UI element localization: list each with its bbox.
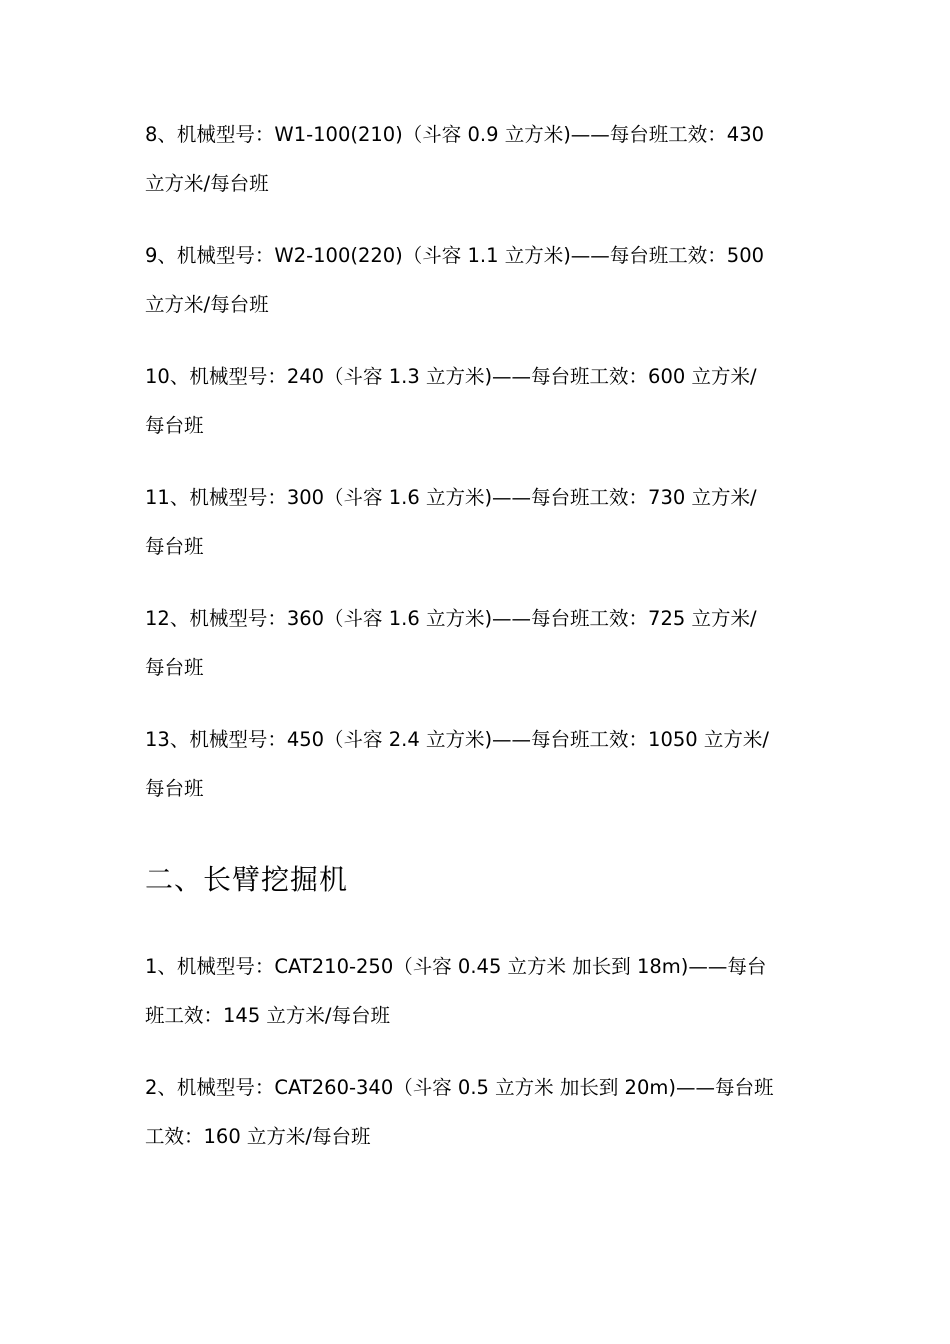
long-arm-item-2 bbox=[145, 1073, 815, 1152]
item-10 bbox=[145, 362, 815, 441]
item-line: 12、机械型号：360（斗容 1.6 立方米)——每台班工效：725 立方米/ bbox=[145, 607, 757, 630]
item-line: 8、机械型号：W1-100(210)（斗容 0.9 立方米)——每台班工效：430 bbox=[145, 123, 765, 146]
item-11 bbox=[145, 483, 815, 562]
item-8 bbox=[145, 120, 815, 199]
long-arm-item-1 bbox=[145, 952, 815, 1031]
item-line: 9、机械型号：W2-100(220)（斗容 1.1 立方米)——每台班工效：500 bbox=[145, 244, 765, 267]
item-13 bbox=[145, 725, 815, 804]
item-line: 每台班 bbox=[145, 777, 204, 800]
item-line: 2、机械型号：CAT260-340（斗容 0.5 立方米 加长到 20m)——每台班 bbox=[145, 1076, 774, 1099]
item-line: 每台班 bbox=[145, 414, 204, 437]
section-heading: 二、长臂挖掘机 bbox=[145, 863, 349, 896]
item-line: 每台班 bbox=[145, 656, 204, 679]
item-12 bbox=[145, 604, 815, 683]
item-line: 班工效：145 立方米/每台班 bbox=[145, 1004, 390, 1027]
item-line: 工效：160 立方米/每台班 bbox=[145, 1125, 371, 1148]
item-line: 立方米/每台班 bbox=[145, 172, 269, 195]
item-line: 1、机械型号：CAT210-250（斗容 0.45 立方米 加长到 18m)——每台 bbox=[145, 955, 767, 978]
item-line: 13、机械型号：450（斗容 2.4 立方米)——每台班工效：1050 立方米/ bbox=[145, 728, 769, 751]
item-9 bbox=[145, 241, 815, 320]
item-line: 每台班 bbox=[145, 535, 204, 558]
item-line: 11、机械型号：300（斗容 1.6 立方米)——每台班工效：730 立方米/ bbox=[145, 486, 757, 509]
item-line: 10、机械型号：240（斗容 1.3 立方米)——每台班工效：600 立方米/ bbox=[145, 365, 757, 388]
item-line: 立方米/每台班 bbox=[145, 293, 269, 316]
